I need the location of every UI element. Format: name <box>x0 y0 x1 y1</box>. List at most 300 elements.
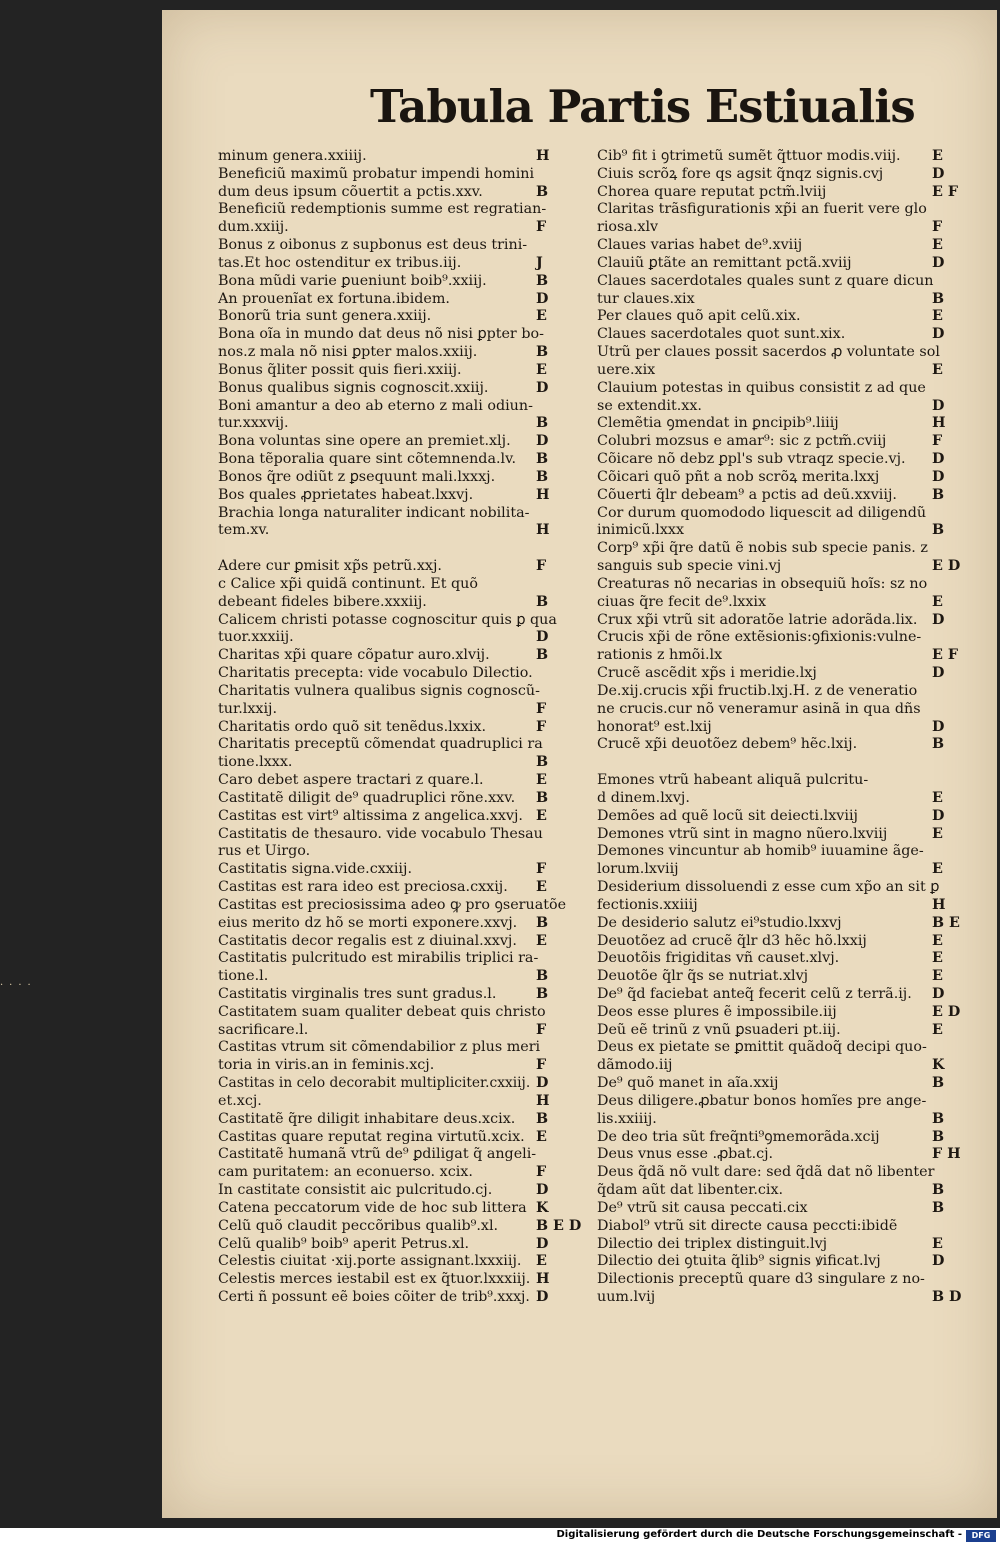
entry-section-letter: E <box>932 950 943 966</box>
index-entry <box>597 735 945 753</box>
index-entry <box>597 343 940 361</box>
index-entry <box>218 183 549 201</box>
entry-section-letter: E <box>932 308 943 324</box>
entry-section-letter: B <box>536 986 549 1002</box>
entry-text: Claues sacerdotales quales sunt z quare dicun <box>597 273 934 289</box>
index-entry <box>218 860 547 878</box>
entry-section-letter: E F <box>932 184 959 200</box>
index-entry <box>597 147 943 165</box>
index-entry <box>218 1288 549 1306</box>
index-entry <box>597 1145 961 1163</box>
entry-section-letter: E <box>536 933 547 949</box>
index-entry <box>218 932 547 950</box>
index-entry <box>218 1021 547 1039</box>
entry-section-letter: E <box>932 1236 943 1252</box>
index-entry <box>218 1074 549 1092</box>
entry-text: Cõicari quõ pñt a nob scrõꝝ merita.lxxj <box>597 469 880 485</box>
entry-text: Deus ex pietate se ꝑmittit quãdoq̃ decipi quo- <box>597 1039 927 1055</box>
entry-text: tas.Et hoc ostenditur ex tribus.iij. <box>218 255 462 271</box>
index-entry <box>597 860 943 878</box>
entry-text: ne crucis.cur nõ veneramur asinã in qua dñs <box>597 701 921 717</box>
index-entry <box>218 949 538 967</box>
entry-text: Claritas trãsfigurationis xp̃i an fuerit vere glo <box>597 201 927 217</box>
entry-text: tur.lxxij. <box>218 701 278 717</box>
entry-text: et.xcj. <box>218 1093 262 1109</box>
entry-text: Dilectionis preceptũ quare d3 singulare z no- <box>597 1271 925 1287</box>
entry-text: Beneficiũ redemptionis summe est regratian- <box>218 201 547 217</box>
index-entry <box>218 789 549 807</box>
entry-text: Bonus q̃liter possit quis fieri.xxiij. <box>218 362 462 378</box>
entry-text: Castitatẽ q̃re diligit inhabitare deus.xcix. <box>218 1111 516 1127</box>
index-entry <box>218 700 547 718</box>
entry-section-letter: B <box>536 344 549 360</box>
entry-text: De desiderio salutz ei⁹studio.lxxvj <box>597 915 842 931</box>
index-entry <box>218 521 550 539</box>
index-entry <box>218 575 478 593</box>
entry-text: Utrũ per claues possit sacerdos ꝓ voluntate sol <box>597 344 940 360</box>
entry-text: Castitas vtrum sit cõmendabilior z plus meri <box>218 1039 541 1055</box>
entry-text: d dinem.lxvj. <box>597 790 690 806</box>
entry-section-letter: H <box>536 148 550 164</box>
entry-section-letter: D <box>932 612 945 628</box>
entry-text: lorum.lxviij <box>597 861 679 877</box>
entry-text: Desiderium dissoluendi z esse cum xp̃o an sit ꝑ <box>597 879 940 895</box>
entry-section-letter: B <box>536 469 549 485</box>
entry-section-letter: E <box>536 1129 547 1145</box>
index-entry <box>597 1003 961 1021</box>
entry-section-letter: E <box>932 790 943 806</box>
index-entry <box>218 1235 549 1253</box>
entry-text: Castitatẽ diligit de⁹ quadruplici rõne.xxv. <box>218 790 516 806</box>
index-entry <box>597 521 945 539</box>
entry-text: Bonos q̃re odiũt z ꝑsequunt mali.lxxxj. <box>218 469 496 485</box>
index-entry <box>218 842 310 860</box>
entry-section-letter: B <box>536 968 549 984</box>
index-entry <box>597 789 943 807</box>
entry-text: Bos quales ꝓprietates habeat.lxxvj. <box>218 487 474 503</box>
entry-text: tione.lxxx. <box>218 754 293 770</box>
entry-text: Cib⁹ fit i ꝯtrimetũ sumẽt q̃ttuor modis.viij. <box>597 148 901 164</box>
entry-text: Castitas est virt⁹ altissima z angelica.xxvj. <box>218 808 523 824</box>
index-entry <box>218 557 547 575</box>
page-title: Tabula Partis Estiualis <box>370 80 915 133</box>
entry-text: Castitatis pulcritudo est mirabilis triplici ra- <box>218 950 539 966</box>
entry-text: Adere cur ꝑmisit xp̃s petrũ.xxj. <box>218 558 442 574</box>
entry-text: Charitatis ordo quõ sit tenẽdus.lxxix. <box>218 719 486 735</box>
entry-text: Castitas in celo decorabit multipliciter.cxxiij. <box>218 1075 531 1091</box>
entry-section-letter: F <box>536 861 547 877</box>
entry-text: Deuotõe q̃lr q̃s se nutriat.xlvj <box>597 968 809 984</box>
index-entry <box>218 1128 547 1146</box>
entry-section-letter: E <box>932 968 943 984</box>
entry-text: Castitatis decor regalis est z diuinal.xxvj. <box>218 933 517 949</box>
index-entry <box>218 325 544 343</box>
index-entry <box>218 771 547 789</box>
entry-text: Demones vtrũ sint in magno nũero.lxviij <box>597 826 888 842</box>
index-entry <box>218 682 540 700</box>
entry-section-letter: B <box>932 1129 945 1145</box>
entry-section-letter: F <box>536 1164 547 1180</box>
entry-text: Celũ qualib⁹ boib⁹ aperit Petrus.xl. <box>218 1236 470 1252</box>
entry-section-letter: E <box>536 1253 547 1269</box>
entry-section-letter: F <box>536 1057 547 1073</box>
entry-text: sacrificare.l. <box>218 1022 309 1038</box>
index-entry <box>218 1181 549 1199</box>
entry-text: Per claues quõ apit celũ.xix. <box>597 308 801 324</box>
index-entry <box>597 646 959 664</box>
entry-text: tione.l. <box>218 968 269 984</box>
index-entry <box>218 290 549 308</box>
index-entry <box>218 218 547 236</box>
entry-section-letter: F <box>536 219 547 235</box>
entry-text: Claues sacerdotales quot sunt.xix. <box>597 326 846 342</box>
index-entry <box>218 165 534 183</box>
entry-text: c Calice xp̃i quidã continunt. Et quõ <box>218 576 478 592</box>
index-entry <box>218 1163 547 1181</box>
entry-section-letter: B <box>536 594 549 610</box>
index-entry <box>597 379 926 397</box>
entry-section-letter: B <box>536 1111 549 1127</box>
entry-section-letter: B <box>932 1182 945 1198</box>
entry-section-letter: F <box>536 558 547 574</box>
index-entry <box>597 1288 962 1306</box>
entry-section-letter: B <box>932 487 945 503</box>
index-entry <box>597 718 945 736</box>
index-entry <box>597 450 945 468</box>
entry-text: Deos esse plures ẽ impossibile.iij <box>597 1004 837 1020</box>
entry-text: Bona voluntas sine opere an premiet.xlj. <box>218 433 511 449</box>
entry-section-letter: B D <box>932 1289 962 1305</box>
entry-section-letter: B <box>536 415 549 431</box>
entry-text: Celũ quõ claudit peccõribus qualib⁹.xl. <box>218 1218 499 1234</box>
entry-text: De⁹ vtrũ sit causa peccati.cix <box>597 1200 808 1216</box>
entry-section-letter: E <box>932 594 943 610</box>
entry-text: De.xij.crucis xp̃i fructib.lxj.H. z de veneratio <box>597 683 918 699</box>
index-entry <box>218 914 549 932</box>
entry-text: Calicem christi potasse cognoscitur quis ꝑ qua <box>218 612 557 628</box>
entry-text: Charitatis vulnera qualibus signis cognoscũ- <box>218 683 540 699</box>
entry-text: De⁹ quõ manet in aĩa.xxij <box>597 1075 779 1091</box>
index-entry <box>597 272 933 290</box>
entry-section-letter: D <box>932 398 945 414</box>
entry-text: Dilectio dei ꝯtuita q̃lib⁹ signis ꝟificat.lvj <box>597 1253 881 1269</box>
entry-text: lis.xxiiij. <box>597 1111 657 1127</box>
index-entry <box>597 611 945 629</box>
entry-text: Crux xp̃i vtrũ sit adoratõe latrie adorãda.lix. <box>597 612 918 628</box>
entry-section-letter: D <box>932 255 945 271</box>
entry-text: Chorea quare reputat pctm̃.lviij <box>597 184 827 200</box>
entry-text: Deus q̃dã nõ vult dare: sed q̃dã dat nõ libenter <box>597 1164 935 1180</box>
entry-section-letter: D <box>536 1236 549 1252</box>
index-entry <box>597 1199 945 1217</box>
entry-text: minum genera.xxiiij. <box>218 148 367 164</box>
index-entry <box>597 218 943 236</box>
index-entry <box>218 379 549 397</box>
entry-text: Bonus qualibus signis cognoscit.xxiij. <box>218 380 489 396</box>
index-entry <box>597 1074 945 1092</box>
entry-text: Demões ad quẽ locũ sit deiecti.lxviij <box>597 808 858 824</box>
entry-text: q̃dam aũt dat libenter.cix. <box>597 1182 784 1198</box>
entry-section-letter: F <box>536 1022 547 1038</box>
entry-section-letter: E F <box>932 647 959 663</box>
entry-section-letter: E <box>932 861 943 877</box>
entry-text: Castitas est rara ideo est preciosa.cxxij. <box>218 879 508 895</box>
entry-text: dum deus ipsum cõuertit a pctis.xxv. <box>218 184 483 200</box>
entry-section-letter: D <box>536 629 549 645</box>
entry-section-letter: B <box>932 1200 945 1216</box>
entry-section-letter: B <box>536 790 549 806</box>
entry-section-letter: E <box>536 879 547 895</box>
entry-section-letter: E <box>932 826 943 842</box>
index-entry <box>597 397 945 415</box>
index-entry <box>218 985 549 1003</box>
footer-bar <box>0 1528 1000 1544</box>
entry-text: Crucẽ ascẽdit xp̃s i meridie.lxj <box>597 665 817 681</box>
index-entry <box>597 307 943 325</box>
entry-section-letter: D <box>932 1253 945 1269</box>
entry-section-letter: D <box>932 451 945 467</box>
entry-section-letter: B <box>932 736 945 752</box>
entry-text: fectionis.xxiiij <box>597 897 698 913</box>
entry-text: Deũ eẽ trinũ z vnũ ꝑsuaderi pt.iij. <box>597 1022 841 1038</box>
entry-text: Deus diligere.ꝓbatur bonos homĩes pre ange- <box>597 1093 927 1109</box>
index-entry <box>218 450 549 468</box>
entry-text: Cor durum quomododo liquescit ad diligendũ <box>597 505 927 521</box>
entry-section-letter: E D <box>932 1004 961 1020</box>
entry-text: rationis z hmõi.lx <box>597 647 723 663</box>
entry-section-letter: B <box>932 1111 945 1127</box>
entry-section-letter: B <box>536 184 549 200</box>
index-entry <box>218 611 557 629</box>
index-entry <box>218 1038 540 1056</box>
index-entry <box>597 468 945 486</box>
index-entry <box>218 1003 546 1021</box>
entry-text: Clemẽtia ꝯmendat in ꝑncipib⁹.liiij <box>597 415 839 431</box>
entry-section-letter: F H <box>932 1146 961 1162</box>
entry-section-letter: B E D <box>536 1218 582 1234</box>
index-entry <box>597 967 943 985</box>
index-entry <box>597 504 926 522</box>
entry-text: Clauiũ ꝑtãte an remittant pctã.xviij <box>597 255 852 271</box>
entry-text: riosa.xlv <box>597 219 659 235</box>
entry-text: cam puritatem: an econuerso. xcix. <box>218 1164 473 1180</box>
entry-text: Charitas xp̃i quare cõpatur auro.xlvij. <box>218 647 490 663</box>
entry-text: Deus vnus esse .ꝓbat.cj. <box>597 1146 774 1162</box>
index-entry <box>218 468 549 486</box>
entry-section-letter: B <box>932 522 945 538</box>
entry-text: Cõicare nõ debz ꝑpl's sub vtraqz specie.vj. <box>597 451 906 467</box>
entry-text: Brachia longa naturaliter indicant nobilita- <box>218 505 530 521</box>
index-entry <box>218 1092 550 1110</box>
index-entry <box>218 646 549 664</box>
entry-section-letter: D <box>536 1075 549 1091</box>
entry-section-letter: D <box>932 469 945 485</box>
index-entry <box>597 949 943 967</box>
index-entry <box>597 575 927 593</box>
entry-text: Bonus z oibonus z supbonus est deus trini- <box>218 237 528 253</box>
entry-section-letter: B <box>536 754 549 770</box>
index-entry <box>218 878 547 896</box>
entry-text: Crucis xp̃i de rõne extẽsionis:ꝯfixionis:vulne- <box>597 629 922 645</box>
entry-section-letter: F <box>536 719 547 735</box>
entry-text: Corp⁹ xp̃i q̃re datũ ẽ nobis sub specie panis. z <box>597 540 928 556</box>
entry-text: Castitatis signa.vide.cxxiij. <box>218 861 412 877</box>
index-entry <box>597 1021 943 1039</box>
entry-text: se extendit.xx. <box>597 398 702 414</box>
entry-text: De deo tria sũt freq̃nti⁹ꝯmemorãda.xcij <box>597 1129 880 1145</box>
entry-section-letter: H <box>536 487 550 503</box>
entry-section-letter: B E <box>932 915 960 931</box>
entry-section-letter: H <box>932 897 946 913</box>
entry-text: Diabol⁹ vtrũ sit directe causa peccti:ibidẽ <box>597 1218 898 1234</box>
entry-section-letter: F <box>536 701 547 717</box>
index-entry <box>597 165 945 183</box>
index-entry <box>597 932 943 950</box>
index-entry <box>597 807 945 825</box>
entry-text: Certi ñ possunt eẽ boies cõiter de trib⁹.xxxj. <box>218 1289 530 1305</box>
index-entry <box>597 539 928 557</box>
entry-section-letter: H <box>932 415 946 431</box>
entry-text: debeant fideles bibere.xxxiij. <box>218 594 427 610</box>
entry-text: Celestis merces iestabil est ex q̃tuor.lxxxiij. <box>218 1271 531 1287</box>
entry-section-letter: B <box>932 291 945 307</box>
entry-text: Bona mũdi varie ꝑueniunt boib⁹.xxiij. <box>218 273 487 289</box>
entry-text: tem.xv. <box>218 522 270 538</box>
index-entry <box>597 664 945 682</box>
index-entry <box>597 183 959 201</box>
entry-section-letter: E <box>536 808 547 824</box>
index-entry <box>597 290 945 308</box>
entry-text: Bonorũ tria sunt genera.xxiij. <box>218 308 432 324</box>
entry-text: Colubri mozsus e amar⁹: sic z pctm̃.cviij <box>597 433 887 449</box>
entry-text: Charitatis preceptũ cõmendat quadruplici ra <box>218 736 543 752</box>
entry-section-letter: J <box>536 255 543 271</box>
entry-text: Castitatẽ humanã vtrũ de⁹ ꝑdiligat q̃ angeli- <box>218 1146 537 1162</box>
index-entry <box>218 343 549 361</box>
entry-section-letter: D <box>536 380 549 396</box>
index-entry <box>218 254 543 272</box>
entry-text: dãmodo.iij <box>597 1057 673 1073</box>
entry-section-letter: D <box>536 291 549 307</box>
entry-text: uere.xix <box>597 362 656 378</box>
entry-section-letter: H <box>536 1271 550 1287</box>
index-entry <box>218 825 543 843</box>
entry-section-letter: E <box>932 933 943 949</box>
index-entry <box>218 414 549 432</box>
entry-text: toria in viris.an in feminis.xcj. <box>218 1057 435 1073</box>
index-entry <box>597 1110 945 1128</box>
entry-text: eius merito dz hõ se morti exponere.xxvj. <box>218 915 518 931</box>
index-entry <box>218 1056 547 1074</box>
index-entry <box>597 771 868 789</box>
entry-text: Emones vtrũ habeant aliquã pulcritu- <box>597 772 869 788</box>
entry-text: tuor.xxxiij. <box>218 629 294 645</box>
index-entry <box>597 432 943 450</box>
entry-text: Cõuerti q̃lr debeam⁹ a pctis ad deũ.xxviij. <box>597 487 897 503</box>
index-entry <box>597 361 943 379</box>
dfg-logo: DFG <box>966 1530 996 1542</box>
index-entry <box>218 1217 582 1235</box>
index-entry <box>597 486 945 504</box>
entry-section-letter: E <box>536 362 547 378</box>
index-entry <box>597 1270 925 1288</box>
index-entry <box>597 628 921 646</box>
entry-section-letter: K <box>932 1057 945 1073</box>
entry-text: ciuas q̃re fecit de⁹.lxxix <box>597 594 767 610</box>
entry-section-letter: D <box>932 326 945 342</box>
entry-section-letter: F <box>932 219 943 235</box>
entry-section-letter: D <box>536 433 549 449</box>
index-entry <box>218 504 529 522</box>
index-entry <box>218 432 549 450</box>
entry-section-letter: F <box>932 433 943 449</box>
entry-text: Castitas est preciosissima adeo ꝙ pro ꝯseruatõe <box>218 897 567 913</box>
entry-section-letter: E <box>932 148 943 164</box>
entry-text: dum.xxiij. <box>218 219 289 235</box>
entry-section-letter: E <box>932 362 943 378</box>
entry-text: Crucẽ xp̃i deuotõez debem⁹ hẽc.lxij. <box>597 736 858 752</box>
entry-text: Catena peccatorum vide de hoc sub littera <box>218 1200 527 1216</box>
entry-text: tur claues.xix <box>597 291 695 307</box>
index-entry <box>218 735 543 753</box>
entry-section-letter: E D <box>932 558 961 574</box>
footer-credit: Digitalisierung gefördert durch die Deutsche Forschungsgemeinschaft - <box>556 1529 962 1540</box>
entry-section-letter: D <box>932 986 945 1002</box>
entry-section-letter: D <box>932 719 945 735</box>
index-entry <box>218 664 533 682</box>
entry-section-letter: D <box>536 1182 549 1198</box>
entry-text: rus et Uirgo. <box>218 843 311 859</box>
entry-text: Castitas quare reputat regina virtutũ.xcix. <box>218 1129 525 1145</box>
index-entry <box>597 842 924 860</box>
entry-text: De⁹ q̃d faciebat anteq̃ fecerit celũ z terrã.ij. <box>597 986 912 1002</box>
index-entry <box>597 254 945 272</box>
index-entry <box>597 878 939 896</box>
index-entry <box>218 200 546 218</box>
entry-text: Claues varias habet de⁹.xviij <box>597 237 803 253</box>
entry-section-letter: B <box>536 273 549 289</box>
entry-text: inimicũ.lxxx <box>597 522 685 538</box>
entry-text: Castitatem suam qualiter debeat quis christo <box>218 1004 546 1020</box>
entry-section-letter: B <box>536 915 549 931</box>
index-entry <box>597 682 917 700</box>
index-entry <box>597 1252 945 1270</box>
entry-section-letter: H <box>536 1093 550 1109</box>
index-entry <box>218 807 547 825</box>
entry-text: uum.lvij <box>597 1289 656 1305</box>
index-entry <box>218 967 549 985</box>
index-entry <box>597 200 927 218</box>
index-entry <box>218 628 549 646</box>
entry-section-letter: E <box>536 772 547 788</box>
index-entry <box>597 1181 945 1199</box>
index-entry <box>218 753 549 771</box>
index-entry <box>218 1145 536 1163</box>
entry-text: Beneficiũ maximũ probatur impendi homini <box>218 166 535 182</box>
index-entry <box>597 1056 945 1074</box>
index-entry <box>218 1252 547 1270</box>
index-entry <box>597 557 961 575</box>
entry-text: Castitatis de thesauro. vide vocabulo Thesau <box>218 826 543 842</box>
entry-section-letter: B <box>536 647 549 663</box>
entry-text: Demones vincuntur ab homib⁹ iuuamine ãge- <box>597 843 924 859</box>
entry-section-letter: E <box>932 237 943 253</box>
entry-section-letter: D <box>932 166 945 182</box>
index-entry <box>218 1110 549 1128</box>
index-entry <box>218 486 550 504</box>
index-entry <box>597 1163 934 1181</box>
entry-text: Clauium potestas in quibus consistit z ad que <box>597 380 926 396</box>
